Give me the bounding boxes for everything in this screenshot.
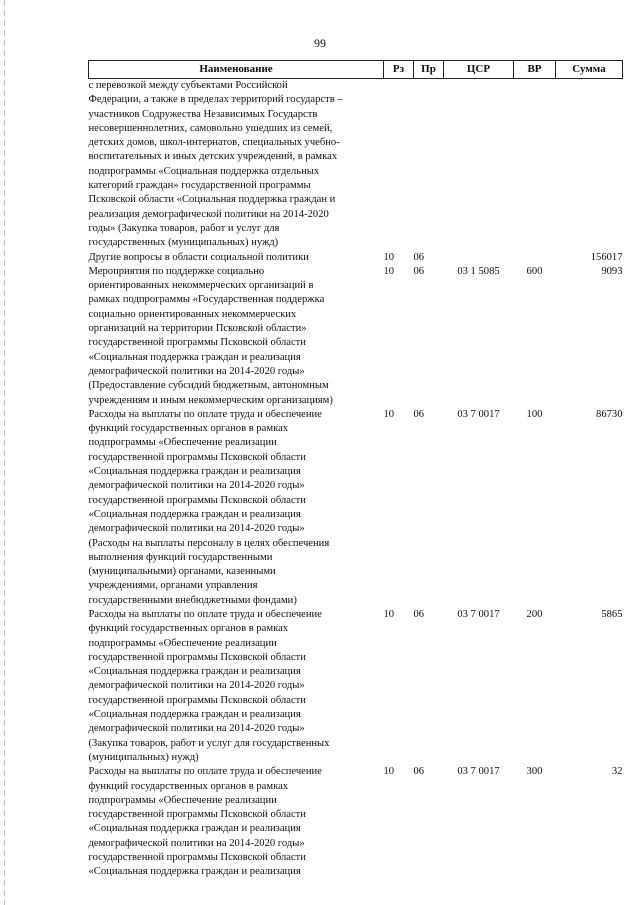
row-name-line: ориентированных некоммерческих организаций в — [88, 280, 314, 292]
page-number: 99 — [314, 36, 326, 50]
row-vr-cell: 600 — [526, 265, 543, 277]
table-body — [89, 79, 623, 880]
table-header-row — [89, 61, 623, 79]
row-name-cell — [89, 251, 384, 265]
table-row — [89, 608, 623, 765]
row-pr-cell — [414, 79, 444, 251]
table-row — [89, 765, 623, 879]
row-name-line: «Социальная поддержка граждан и реализация — [88, 351, 301, 363]
row-rz-cell: 10 — [383, 408, 395, 420]
row-csr-cell: 03 7 0017 — [457, 766, 500, 778]
row-name-line: учреждениями, органами управления — [88, 580, 258, 592]
row-name-line: (муниципальными) органами, казенными — [88, 566, 276, 578]
row-name-line: с перевозкой между субъектами Российской — [88, 80, 288, 91]
row-sum-cell: 5865 — [601, 608, 623, 620]
row-name-line: демографической политики на 2014-2020 годы» — [88, 680, 305, 692]
row-name-line: государственной программы Псковской области — [88, 694, 306, 706]
row-name-line: государственной программы Псковской области — [88, 651, 306, 663]
row-name-line: государственных (муниципальных) нужд) — [88, 237, 279, 249]
table-row — [89, 79, 623, 251]
row-name-line: функций государственных органов в рамках — [88, 623, 289, 635]
row-name-line: выполнения функций государственными — [88, 551, 273, 563]
row-name-cell — [89, 608, 384, 765]
row-name-line: рамках подпрограммы «Государственная поддержка — [88, 294, 325, 306]
row-name-line: Расходы на выплаты по оплате труда и обеспечение — [88, 408, 322, 420]
header-csr: ЦСР — [444, 61, 514, 79]
row-rz-cell: 10 — [383, 251, 395, 263]
row-vr-cell: 100 — [526, 408, 543, 420]
table-row — [89, 251, 623, 265]
row-name-cell — [89, 79, 384, 251]
scan-edge-rule — [4, 0, 5, 905]
row-name-line: годы» (Закупка товаров, работ и услуг для — [88, 222, 280, 234]
row-name-line: категорий граждан» государственной программы — [88, 180, 311, 192]
row-vr-cell: 200 — [526, 608, 543, 620]
row-name-line: «Социальная поддержка граждан и реализация — [88, 866, 301, 878]
row-name-line: Мероприятия по поддержке социально — [88, 265, 265, 277]
row-name-line: социально ориентированных некоммерческих — [88, 308, 297, 320]
row-name-line: демографической политики на 2014-2020 годы» — [88, 480, 305, 492]
row-name-line: «Социальная поддержка граждан и реализация — [88, 666, 301, 678]
row-name-line: «Социальная поддержка граждан и реализация — [88, 466, 301, 478]
row-pr-cell: 06 — [413, 608, 425, 620]
row-name-line: (муниципальных) нужд) — [88, 751, 199, 763]
row-name-line: (Предоставление субсидий бюджетным, автономным — [88, 380, 329, 392]
row-pr-cell: 06 — [413, 265, 425, 277]
row-name-cell — [89, 765, 384, 879]
row-name-line: государственной программы Псковской области — [88, 494, 306, 506]
row-pr-cell: 06 — [413, 251, 425, 263]
row-sum-cell: 156017 — [590, 251, 623, 263]
row-name-line: Федерации, а также в пределах территорий государств – — [88, 94, 343, 106]
row-csr-cell — [444, 79, 514, 251]
row-name-line: реализация демографической политики на 2014-2020 — [88, 208, 329, 220]
row-name-line: подпрограммы «Обеспечение реализации — [88, 637, 277, 649]
header-rz: Рз — [384, 61, 414, 79]
row-name-line: подпрограммы «Социальная поддержка отдельных — [88, 165, 320, 177]
row-name-line: Другие вопросы в области социальной политики — [88, 251, 309, 263]
row-csr-cell: 03 7 0017 — [457, 408, 500, 420]
row-name-cell — [89, 408, 384, 608]
row-vr-cell — [514, 79, 556, 251]
row-name-line: «Социальная поддержка граждан и реализация — [88, 508, 301, 520]
row-rz-cell — [384, 79, 414, 251]
row-pr-cell: 06 — [413, 766, 425, 778]
row-name-line: Псковской области «Социальная поддержка граждан и — [88, 194, 336, 206]
row-name-line: Расходы на выплаты по оплате труда и обеспечение — [88, 608, 322, 620]
row-name-line: детских домов, школ-интернатов, специальных учебно- — [88, 137, 340, 149]
row-name-line: несовершеннолетних, самовольно ушедших из семей, — [88, 122, 333, 134]
row-pr-cell: 06 — [413, 408, 425, 420]
header-pr: Пр — [414, 61, 444, 79]
budget-table — [88, 60, 623, 880]
row-csr-cell: 03 1 5085 — [457, 265, 500, 277]
table-row — [89, 408, 623, 608]
row-name-line: демографической политики на 2014-2020 годы» — [88, 837, 305, 849]
row-vr-cell: 300 — [526, 766, 543, 778]
row-name-line: государственной программы Псковской области — [88, 852, 306, 864]
row-name-line: Расходы на выплаты по оплате труда и обеспечение — [88, 766, 322, 778]
row-name-line: государственной программы Псковской области — [88, 451, 306, 463]
row-sum-cell: 9093 — [601, 265, 623, 277]
header-name: Наименование — [89, 61, 384, 79]
row-name-line: государственной программы Псковской области — [88, 337, 306, 349]
row-rz-cell: 10 — [383, 766, 395, 778]
row-name-line: функций государственных органов в рамках — [88, 780, 289, 792]
row-name-cell — [89, 265, 384, 408]
table-row — [89, 265, 623, 408]
row-name-line: демографической политики на 2014-2020 годы» — [88, 523, 305, 535]
row-name-line: демографической политики на 2014-2020 годы» — [88, 723, 305, 735]
row-name-line: «Социальная поддержка граждан и реализация — [88, 709, 301, 721]
row-csr-cell: 03 7 0017 — [457, 608, 500, 620]
header-vr: ВР — [514, 61, 556, 79]
row-name-line: государственными внебюджетными фондами) — [88, 594, 297, 606]
row-name-line: учреждениям и иным некоммерческим организациям) — [88, 394, 333, 406]
row-csr-cell — [444, 251, 514, 265]
row-rz-cell: 10 — [383, 265, 395, 277]
row-name-line: подпрограммы «Обеспечение реализации — [88, 437, 277, 449]
row-name-line: (Закупка товаров, работ и услуг для государственных — [88, 737, 330, 749]
row-name-line: участников Содружества Независимых Государств — [88, 108, 318, 120]
row-name-line: (Расходы на выплаты персоналу в целях обеспечения — [88, 537, 330, 549]
row-name-line: функций государственных органов в рамках — [88, 423, 289, 435]
row-rz-cell: 10 — [383, 608, 395, 620]
row-vr-cell — [514, 251, 556, 265]
header-sum: Сумма — [556, 61, 623, 79]
row-sum-cell — [556, 79, 623, 251]
row-name-line: подпрограммы «Обеспечение реализации — [88, 794, 277, 806]
row-name-line: воспитательных и иных детских учреждений, в рамках — [88, 151, 338, 163]
row-sum-cell: 32 — [611, 766, 623, 778]
row-name-line: организаций на территории Псковской области» — [88, 323, 307, 335]
row-name-line: демографической политики на 2014-2020 годы» — [88, 365, 305, 377]
row-sum-cell: 86730 — [596, 408, 623, 420]
row-name-line: «Социальная поддержка граждан и реализация — [88, 823, 301, 835]
row-name-line: государственной программы Псковской области — [88, 809, 306, 821]
